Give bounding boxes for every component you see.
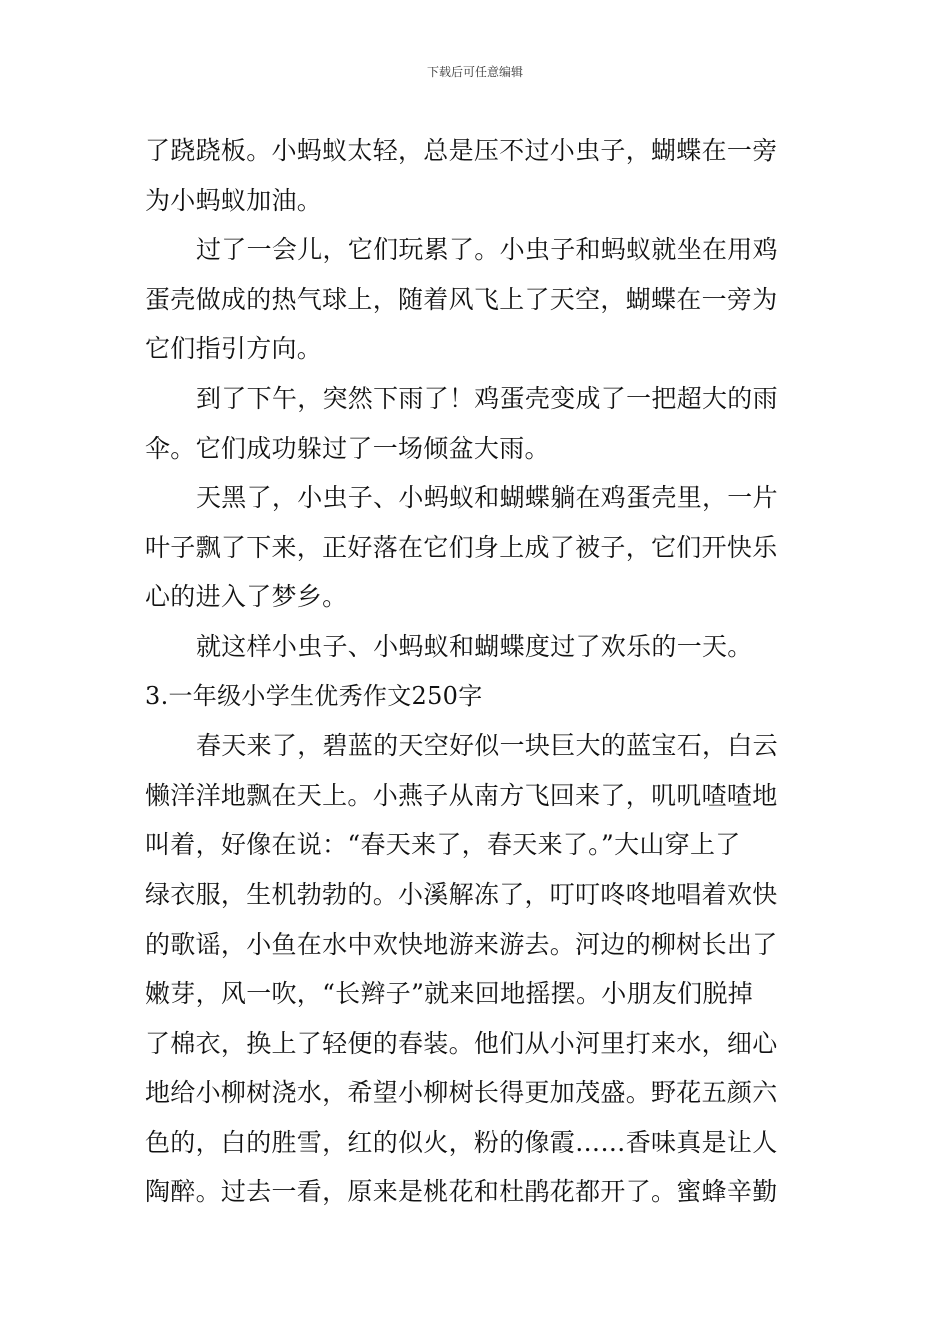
text-line: 色的，白的胜雪，红的似火，粉的像霞……香味真是让人 [145, 1127, 778, 1157]
paragraph-start-line: 到了下午，突然下雨了！鸡蛋壳变成了一把超大的雨 [196, 383, 778, 413]
text-line: 嫩芽，风一吹，“长辫子”就来回地摇摆。小朋友们脱掉 [145, 979, 754, 1009]
text-line: 蛋壳做成的热气球上，随着风飞上了天空，蝴蝶在一旁为 [145, 284, 778, 314]
paragraph-start-line: 就这样小虫子、小蚂蚁和蝴蝶度过了欢乐的一天。 [196, 631, 753, 661]
document-body [145, 126, 815, 1217]
paragraph-start-line: 过了一会儿，它们玩累了。小虫子和蚂蚁就坐在用鸡 [196, 235, 778, 265]
text-line: 的歌谣，小鱼在水中欢快地游来游去。河边的柳树长出了 [145, 929, 778, 959]
text-line: 为小蚂蚁加油。 [145, 185, 323, 215]
text-line: 绿衣服，生机勃勃的。小溪解冻了，叮叮咚咚地唱着欢快 [145, 879, 778, 909]
text-line: 心的进入了梦乡。 [145, 582, 348, 612]
text-line: 了跷跷板。小蚂蚁太轻，总是压不过小虫子，蝴蝶在一旁 [145, 136, 778, 165]
text-line: 它们指引方向。 [145, 334, 323, 364]
text-line: 叫着，好像在说：“春天来了，春天来了。”大山穿上了 [145, 830, 741, 860]
section-heading: 3.一年级小学生优秀作文250字 [145, 681, 483, 710]
text-line: 叶子飘了下来，正好落在它们身上成了被子，它们开快乐 [145, 532, 778, 562]
text-line: 陶醉。过去一看，原来是桃花和杜鹃花都开了。蜜蜂辛勤 [145, 1177, 778, 1207]
text-line: 伞。它们成功躲过了一场倾盆大雨。 [145, 433, 550, 463]
text-line: 地给小柳树浇水，希望小柳树长得更加茂盛。野花五颜六 [145, 1078, 778, 1108]
paragraph-start-line: 天黑了，小虫子、小蚂蚁和蝴蝶躺在鸡蛋壳里，一片 [196, 483, 778, 513]
paragraph-start-line: 春天来了，碧蓝的天空好似一块巨大的蓝宝石，白云 [196, 731, 778, 761]
text-line: 了棉衣，换上了轻便的春装。他们从小河里打来水，细心 [145, 1028, 778, 1058]
page-header-note: 下载后可任意编辑 [426, 65, 523, 79]
text-line: 懒洋洋地飘在天上。小燕子从南方飞回来了，叽叽喳喳地 [145, 780, 778, 810]
